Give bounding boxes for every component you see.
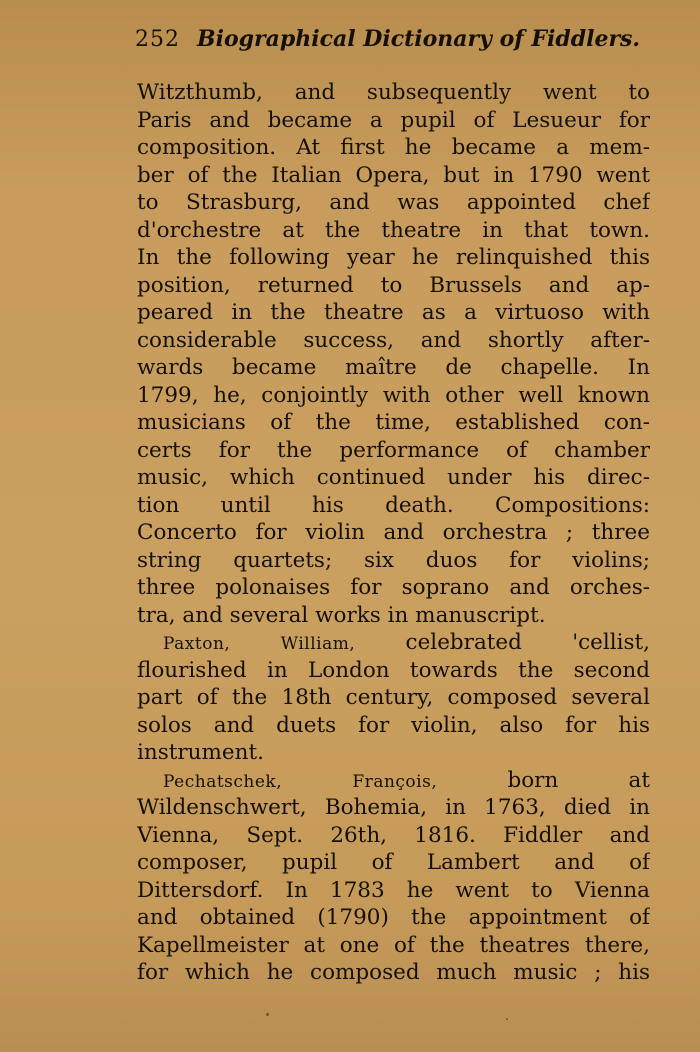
- text-line: and obtained (1790) the appointment of: [137, 905, 650, 930]
- text-line: flourished in London towards the second: [137, 657, 650, 683]
- entry-given-name: William,: [280, 634, 356, 654]
- text-line: part of the 18th century, composed several: [137, 685, 650, 710]
- entry-given-name: François,: [352, 771, 438, 792]
- paper-speck: [506, 1018, 508, 1020]
- text-line: solos and duets for violin, also for his: [137, 712, 650, 738]
- text-line: Paris and became a pupil of Lesueur for: [137, 107, 650, 133]
- text-line: Dittersdorf. In 1783 he went to Vienna: [137, 877, 650, 903]
- entry-heading-line: [137, 629, 650, 657]
- text-line: Kapellmeister at one of the theatres there,: [137, 932, 650, 958]
- paper-speck: [266, 1013, 269, 1016]
- text-line: wards became maître de chapelle. In: [137, 355, 650, 380]
- text-line: composer, pupil of Lambert and of: [137, 850, 650, 875]
- text-line: instrument.: [137, 740, 264, 765]
- entry-first-line: born at: [507, 767, 650, 793]
- text-line: music, which continued under his direc-: [137, 465, 650, 490]
- text-line: Concerto for violin and orchestra ; three: [137, 520, 650, 545]
- entry-surname: Paxton,: [163, 634, 231, 654]
- text-line: peared in the theatre as a virtuoso with: [137, 300, 650, 325]
- text-line: musicians of the time, established con-: [137, 410, 650, 435]
- text-line: composition. At first he became a mem-: [137, 135, 650, 160]
- text-line: 1799, he, conjointly with other well known: [137, 382, 650, 408]
- text-line: Vienna, Sept. 26th, 1816. Fiddler and: [137, 822, 650, 848]
- text-line: tion until his death. Compositions:: [137, 492, 650, 518]
- text-line: d'orchestre at the theatre in that town.: [137, 217, 650, 243]
- entry-first-line: celebrated 'cellist,: [405, 630, 650, 655]
- running-title: Biographical Dictionary of Fiddlers.: [197, 26, 641, 52]
- text-line: certs for the performance of chamber: [137, 437, 650, 463]
- entry-heading-line: [137, 767, 650, 795]
- page-number: 252: [135, 27, 180, 52]
- text-line: Witzthumb, and subsequently went to: [137, 80, 650, 105]
- text-line: ber of the Italian Opera, but in 1790 went: [137, 162, 650, 188]
- body-text: [137, 79, 650, 987]
- text-line: three polonaises for soprano and orches-: [137, 575, 650, 600]
- text-line: considerable success, and shortly after-: [137, 327, 650, 353]
- text-line: In the following year he relinquished this: [137, 245, 650, 270]
- text-line: tra, and several works in manuscript.: [137, 602, 546, 628]
- text-line: to Strasburg, and was appointed chef: [137, 190, 650, 215]
- text-line: Wildenschwert, Bohemia, in 1763, died in: [137, 795, 650, 820]
- text-line: position, returned to Brussels and ap-: [137, 272, 650, 298]
- entry-surname: Pechatschek,: [163, 771, 283, 792]
- running-header: [135, 22, 655, 56]
- text-line: string quartets; six duos for violins;: [137, 547, 650, 573]
- text-line: for which he composed much music ; his: [137, 960, 650, 985]
